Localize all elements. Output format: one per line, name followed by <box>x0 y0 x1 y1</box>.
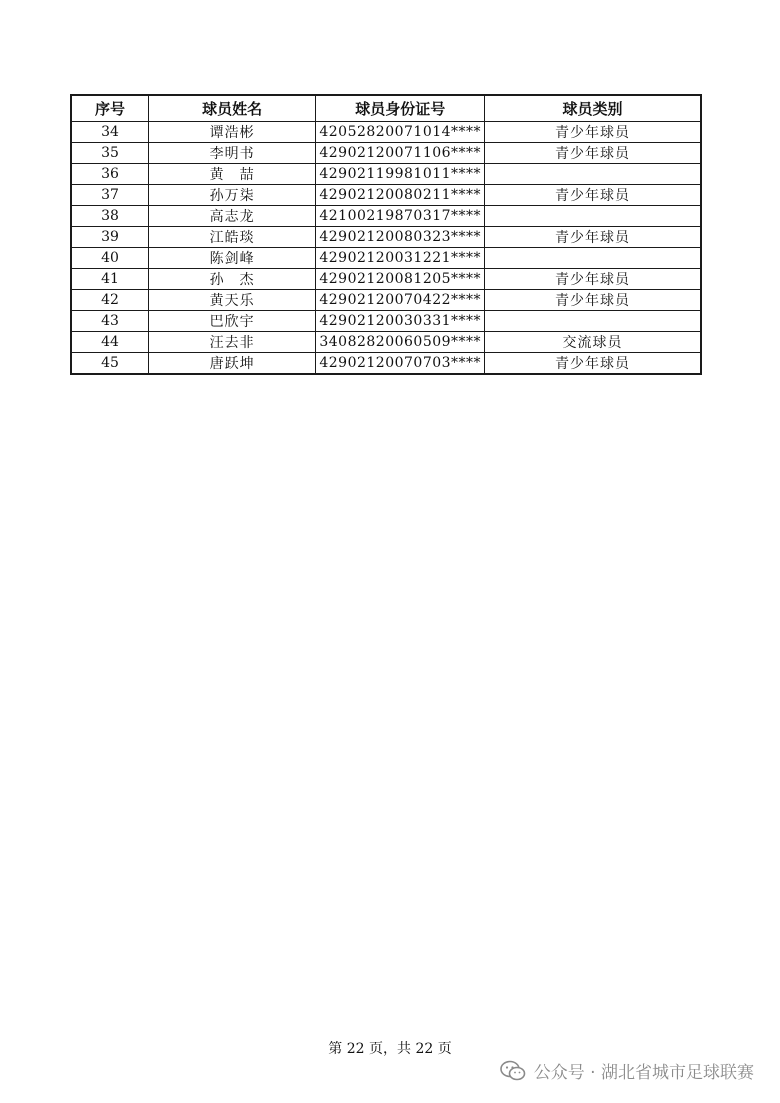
row-player-category: 青少年球员 <box>485 227 702 248</box>
header-player-id: 球员身份证号 <box>316 95 485 122</box>
row-player-name: 唐跃坤 <box>148 353 315 375</box>
row-player-id: 42052820071014**** <box>316 122 485 143</box>
row-player-category <box>485 206 702 227</box>
row-player-category: 青少年球员 <box>485 143 702 164</box>
row-seq: 40 <box>71 248 148 269</box>
row-player-category: 交流球员 <box>485 332 702 353</box>
row-player-category: 青少年球员 <box>485 122 702 143</box>
row-player-name: 江皓琰 <box>148 227 315 248</box>
table-header-row <box>71 95 701 122</box>
table-row <box>71 311 701 332</box>
row-player-category <box>485 311 702 332</box>
row-seq: 39 <box>71 227 148 248</box>
row-player-category: 青少年球员 <box>485 269 702 290</box>
table-row <box>71 290 701 311</box>
row-player-id: 42902120070422**** <box>316 290 485 311</box>
row-player-name: 黄天乐 <box>148 290 315 311</box>
table-body <box>71 122 701 375</box>
row-player-id: 42902120070703**** <box>316 353 485 375</box>
header-seq: 序号 <box>71 95 148 122</box>
row-player-name: 汪去非 <box>148 332 315 353</box>
row-player-id: 42902120071106**** <box>316 143 485 164</box>
wechat-icon <box>500 1060 526 1082</box>
table-row <box>71 269 701 290</box>
row-seq: 42 <box>71 290 148 311</box>
row-player-id: 42902119981011**** <box>316 164 485 185</box>
row-player-id: 42902120030331**** <box>316 311 485 332</box>
row-player-name: 高志龙 <box>148 206 315 227</box>
table-row <box>71 122 701 143</box>
row-seq: 43 <box>71 311 148 332</box>
row-player-id: 42902120081205**** <box>316 269 485 290</box>
row-player-id: 42902120080211**** <box>316 185 485 206</box>
row-player-name: 李明书 <box>148 143 315 164</box>
table-row <box>71 206 701 227</box>
player-roster-table <box>70 94 702 375</box>
header-player-category: 球员类别 <box>485 95 702 122</box>
row-seq: 41 <box>71 269 148 290</box>
row-player-id: 42902120080323**** <box>316 227 485 248</box>
table-row <box>71 185 701 206</box>
row-player-category: 青少年球员 <box>485 353 702 375</box>
row-seq: 38 <box>71 206 148 227</box>
row-player-name: 孙 杰 <box>148 269 315 290</box>
watermark <box>500 1058 754 1083</box>
row-player-id: 34082820060509**** <box>316 332 485 353</box>
row-seq: 36 <box>71 164 148 185</box>
row-seq: 45 <box>71 353 148 375</box>
row-player-name: 谭浩彬 <box>148 122 315 143</box>
row-player-name: 黄 喆 <box>148 164 315 185</box>
row-player-id: 42902120031221**** <box>316 248 485 269</box>
table-row <box>71 143 701 164</box>
table-row <box>71 164 701 185</box>
row-player-category <box>485 164 702 185</box>
table-row <box>71 227 701 248</box>
row-player-category: 青少年球员 <box>485 290 702 311</box>
row-seq: 34 <box>71 122 148 143</box>
table-row <box>71 332 701 353</box>
row-player-category: 青少年球员 <box>485 185 702 206</box>
table-row <box>71 353 701 375</box>
header-player-name: 球员姓名 <box>148 95 315 122</box>
row-seq: 35 <box>71 143 148 164</box>
row-player-id: 42100219870317**** <box>316 206 485 227</box>
page-number: 第 22 页，共 22 页 <box>328 1041 452 1057</box>
row-seq: 37 <box>71 185 148 206</box>
table-row <box>71 248 701 269</box>
row-player-name: 孙万柒 <box>148 185 315 206</box>
watermark-text: 公众号 · 湖北省城市足球联赛 <box>533 1063 754 1083</box>
row-seq: 44 <box>71 332 148 353</box>
row-player-name: 巴欣宇 <box>148 311 315 332</box>
row-player-category <box>485 248 702 269</box>
row-player-name: 陈剑峰 <box>148 248 315 269</box>
